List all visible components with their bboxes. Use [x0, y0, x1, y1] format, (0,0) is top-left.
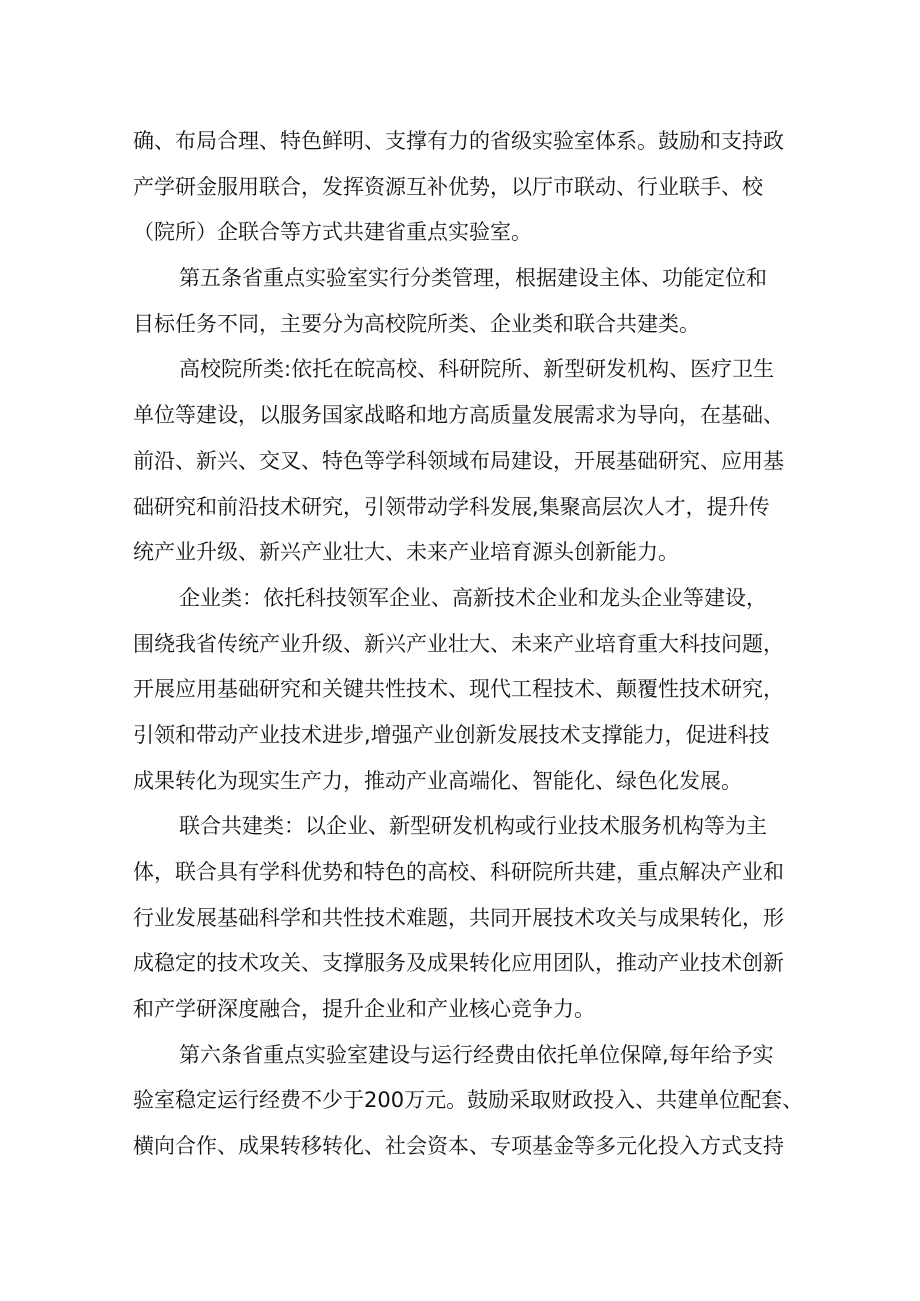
text-line: 横向合作、成果转移转化、社会资本、专项基金等多元化投入方式支持 [133, 1134, 784, 1159]
text-line: 高校院所类:依托在皖高校、科研院所、新型研发机构、医疗卫生 [179, 357, 775, 382]
text-line: 和产学研深度融合，提升企业和产业核心竞争力。 [133, 997, 595, 1022]
document-body [133, 119, 813, 1170]
paragraph-universities-institutes [133, 347, 813, 575]
text-line: 行业发展基础科学和共性技术难题，共同开展技术攻关与成果转化，形 [133, 905, 784, 930]
text-line: 开展应用基础研究和关键共性技术、现代工程技术、颠覆性技术研究， [133, 677, 784, 702]
paragraph-article-5 [133, 256, 813, 347]
text-line: 验室稳定运行经费不少于200万元。鼓励采取财政投入、共建单位配套、 [133, 1088, 804, 1113]
text-line: 围绕我省传统产业升级、新兴产业壮大、未来产业培育重大科技问题， [133, 631, 784, 656]
paragraph-joint-construction [133, 804, 813, 1032]
text-line: 前沿、新兴、交叉、特色等学科领域布局建设，开展基础研究、应用基 [133, 448, 784, 473]
text-line: （院所）企联合等方式共建省重点实验室。 [133, 220, 532, 245]
text-line: 成稳定的技术攻关、支撑服务及成果转化应用团队，推动产业技术创新 [133, 951, 784, 976]
text-line: 第五条省重点实验室实行分类管理，根据建设主体、功能定位和 [179, 266, 767, 291]
text-line: 联合共建类：以企业、新型研发机构或行业技术服务机构等为主 [179, 814, 767, 839]
text-line: 目标任务不同，主要分为高校院所类、企业类和联合共建类。 [133, 311, 700, 336]
text-line: 第六条省重点实验室建设与运行经费由依托单位保障,每年给予实 [179, 1042, 774, 1067]
text-line: 础研究和前沿技术研究，引领带动学科发展,集聚高层次人才，提升传 [133, 494, 770, 519]
text-line: 引领和带动产业技术进步,增强产业创新发展技术支撑能力，促进科技 [133, 722, 770, 747]
text-line: 体，联合具有学科优势和特色的高校、科研院所共建，重点解决产业和 [133, 860, 784, 884]
text-line: 单位等建设，以服务国家战略和地方高质量发展需求为导向，在基础、 [133, 403, 784, 428]
paragraph-continuation [133, 119, 813, 256]
text-line: 统产业升级、新兴产业壮大、未来产业培育源头创新能力。 [133, 540, 679, 565]
text-line: 成果转化为现实生产力，推动产业高端化、智能化、绿色化发展。 [133, 768, 742, 793]
text-line: 企业类：依托科技领军企业、高新技术企业和龙头企业等建设， [179, 585, 767, 610]
paragraph-article-6 [133, 1033, 813, 1170]
text-line: 确、布局合理、特色鲜明、支撑有力的省级实验室体系。鼓励和支持政 [133, 129, 784, 153]
text-line: 产学研金服用联合，发挥资源互补优势，以厅市联动、行业联手、校 [133, 174, 763, 199]
paragraph-enterprises [133, 576, 813, 804]
